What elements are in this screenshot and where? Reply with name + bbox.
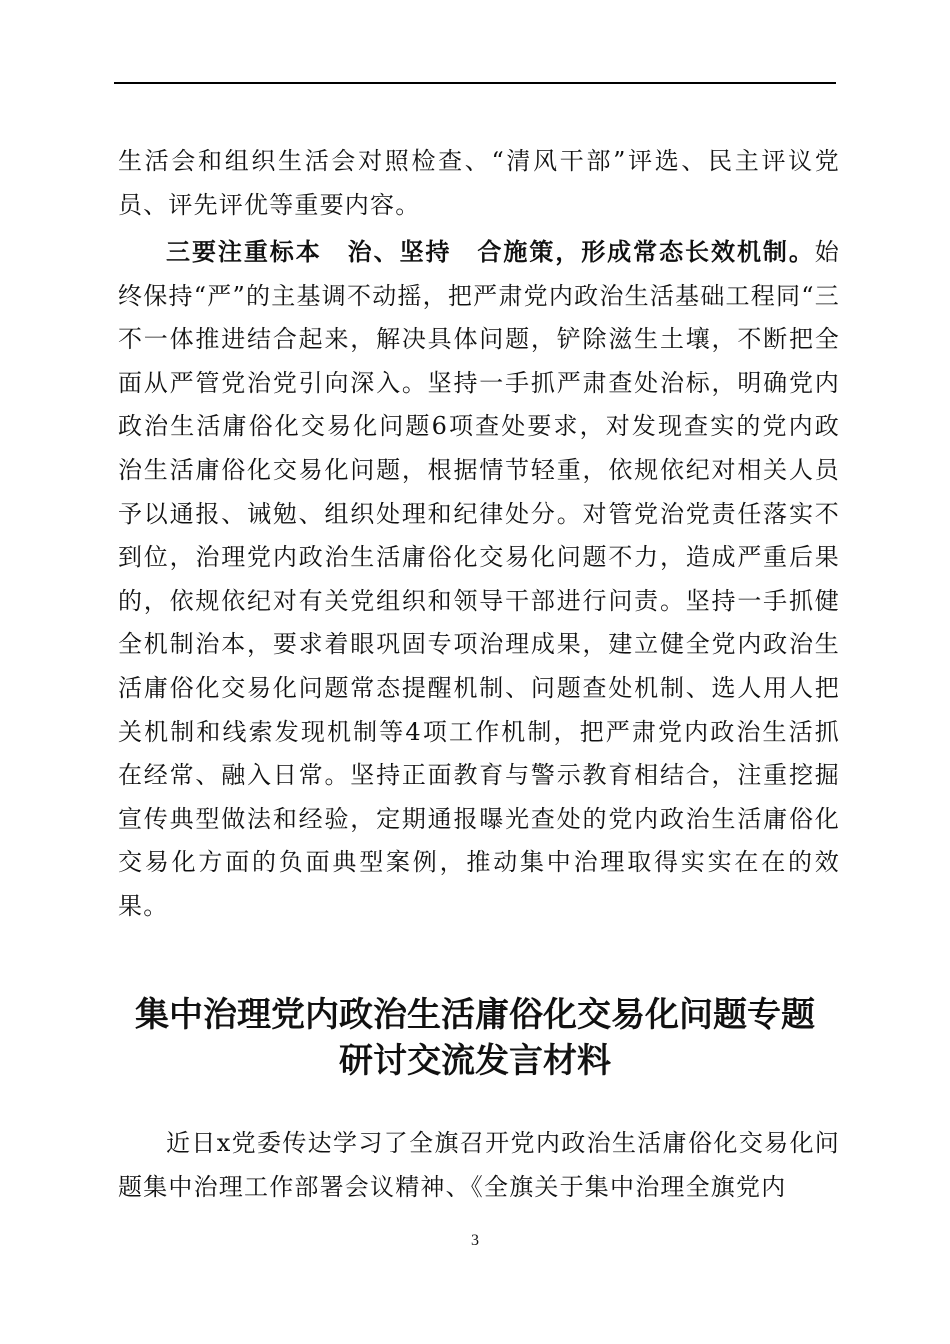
paragraph-intro (118, 1122, 840, 1209)
paragraph-text: 始终保持“严”的主基调不动摇，把严肃党内政治生活基础工程同“三不一体推进结合起来，解决具体问题，铲除滋生土壤，不断把全面从严管党治党引向深入。坚持一手抓严肃查处治标，明确党内政治生活庸俗化交易化问题6项查处要求，对发现查实的党内政治生活庸俗化交易化问题，根据情节轻重，依规依纪对相关人员予以通报、诫勉、组织处理和纪律处分。对管党治党责任落实不到位，治理党内政治生活庸俗化交易化问题不力，造成严重后果的，依规依纪对有关党组织和领导干部进行问责。坚持一手抓健全机制治本，要求着眼巩固专项治理成果，建立健全党内政治生活庸俗化交易化问题常态提醒机制、问题查处机制、选人用人把关机制和线索发现机制等4项工作机制，把严肃党内政治生活抓在经常、融入日常。坚持正面教育与警示教育相结合，注重挖掘宣传典型做法和经验，定期通报曝光查处的党内政治生活庸俗化交易化方面的负面典型案例，推动集中治理取得实实在在的效果。 (118, 238, 840, 920)
heading-line-2: 研讨交流发言材料 (339, 1041, 611, 1081)
paragraph-text: 生活会和组织生活会对照检查、“清风干部”评选、民主评议党员、评先评优等重要内容。 (118, 147, 840, 219)
heading-line-1: 集中治理党内政治生活庸俗化交易化问题专题 (135, 995, 815, 1035)
paragraph-lead-bold: 三要注重标本 治、坚持 合施策，形成常态长效机制。 (166, 237, 815, 266)
paragraph-text: 近日x党委传达学习了全旗召开党内政治生活庸俗化交易化问题集中治理工作部署会议精神、《全旗关于集中治理全旗党内 (118, 1129, 840, 1201)
page-number: 3 (471, 1232, 479, 1249)
paragraph-three-requirements (118, 230, 840, 929)
document-heading (114, 992, 836, 1084)
header-rule (114, 82, 836, 84)
paragraph-continuation (118, 140, 840, 227)
